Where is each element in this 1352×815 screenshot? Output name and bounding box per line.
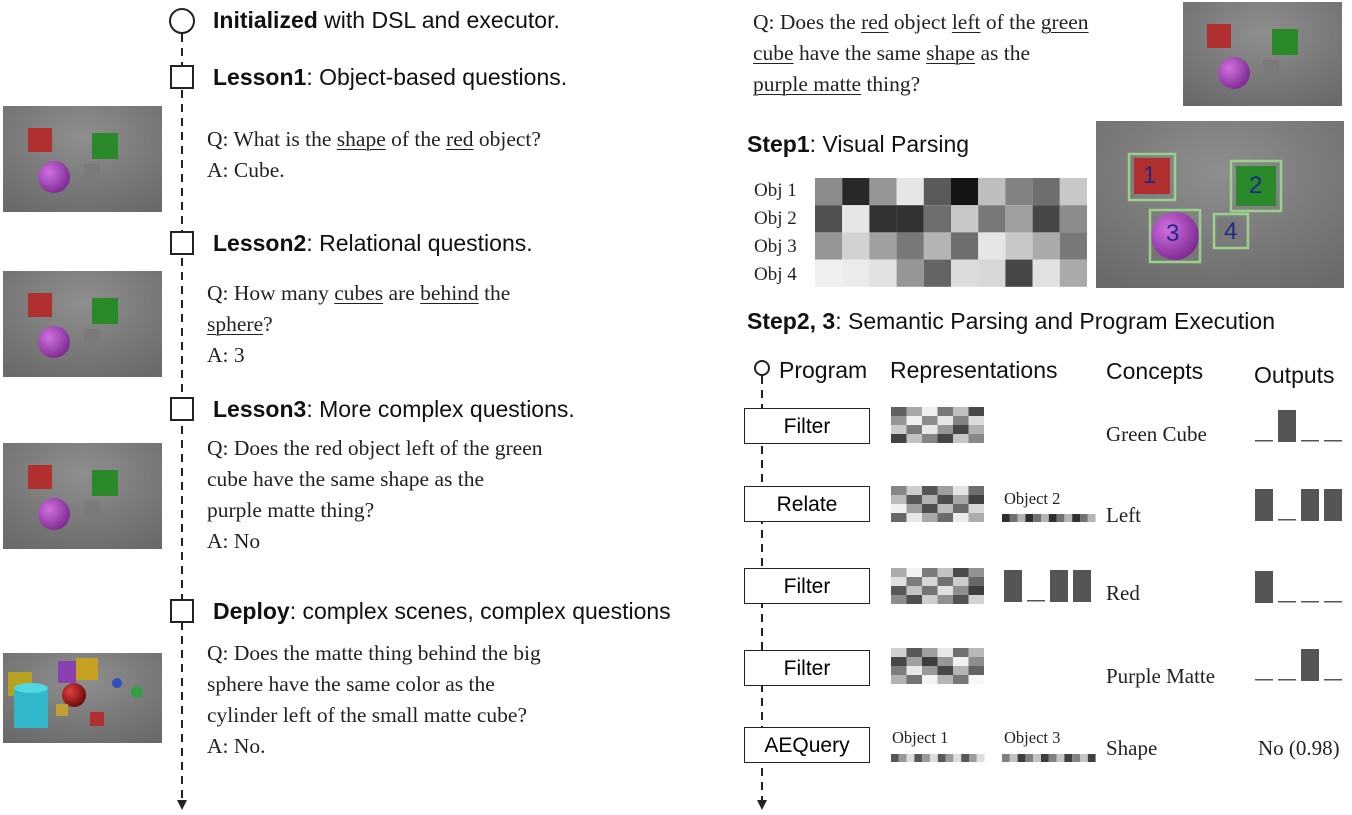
object-strip-cell	[1033, 514, 1041, 522]
representation-cell	[969, 495, 985, 504]
representation-cell	[907, 434, 923, 443]
heatmap-cell	[842, 178, 869, 205]
representation-cell	[907, 495, 923, 504]
representation-cell	[938, 648, 954, 657]
representation-cell	[907, 407, 923, 416]
representation-cell	[969, 416, 985, 425]
output-bar-zero	[1278, 601, 1296, 603]
representation-cell	[938, 577, 954, 586]
heatmap-cell	[951, 205, 978, 232]
representation-cell	[969, 577, 985, 586]
header-representations: Representations	[890, 357, 1058, 383]
program-op-aequery: AEQuery	[744, 727, 870, 763]
output-bars	[1255, 410, 1342, 681]
representation-cell	[938, 513, 954, 522]
heatmap-cell	[1005, 260, 1032, 287]
object-strip-cell	[1041, 754, 1049, 762]
representation-cell	[891, 577, 907, 586]
representation-cell	[938, 434, 954, 443]
heatmap-cell	[815, 260, 842, 287]
representation-cell	[969, 504, 985, 513]
output-bar	[1050, 570, 1068, 602]
representation-cell	[907, 648, 923, 657]
object-strip-cell	[1072, 754, 1080, 762]
representation-cell	[922, 595, 938, 604]
object-strip-cell	[1025, 754, 1033, 762]
representation-cell	[938, 486, 954, 495]
object-strip-cell	[1088, 514, 1096, 522]
representation-cell	[953, 666, 969, 675]
output-bar	[1255, 571, 1273, 603]
representation-cell	[891, 648, 907, 657]
heatmap-cell	[869, 260, 896, 287]
representation-cell	[938, 504, 954, 513]
representation-cell	[953, 486, 969, 495]
heatmap-cell	[1005, 178, 1032, 205]
heatmap-cell	[869, 205, 896, 232]
lesson3-title: Lesson3: More complex questions.	[213, 396, 575, 422]
heatmap-cell	[842, 205, 869, 232]
concept-label: Green Cube	[1106, 422, 1207, 446]
object-strip-cell	[977, 754, 985, 762]
representation-cell	[938, 425, 954, 434]
representation-cell	[969, 675, 985, 684]
object-strip-cell	[1002, 754, 1010, 762]
output-bar	[1255, 489, 1273, 521]
lesson2-title: Lesson2: Relational questions.	[213, 230, 533, 256]
representation-cell	[922, 486, 938, 495]
representation-cell	[922, 586, 938, 595]
representation-cell	[938, 657, 954, 666]
scene-image-parsed	[1096, 121, 1344, 288]
representation-cell	[953, 416, 969, 425]
lesson2-square-marker	[171, 232, 193, 254]
object-strip-cell	[1080, 754, 1088, 762]
representation-cell	[922, 513, 938, 522]
representation-cell	[969, 586, 985, 595]
object-strip-cell	[1057, 754, 1065, 762]
object-strip-cell	[1080, 514, 1088, 522]
heatmap-cell	[924, 205, 951, 232]
representation-cell	[922, 504, 938, 513]
representation-cell	[891, 495, 907, 504]
representation-cell	[922, 407, 938, 416]
object-strip-cell	[1018, 754, 1026, 762]
representation-cell	[907, 666, 923, 675]
representation-cell	[891, 666, 907, 675]
lesson1-square-marker	[171, 66, 193, 88]
representation-cell	[891, 504, 907, 513]
representation-cell	[922, 675, 938, 684]
concept-label: Purple Matte	[1106, 664, 1216, 688]
representation-cell	[938, 675, 954, 684]
output-bar-zero	[1301, 601, 1319, 603]
output-bar	[1073, 570, 1091, 602]
deploy-square-marker	[171, 600, 193, 622]
representation-cell	[907, 586, 923, 595]
object-strip-cell	[1033, 754, 1041, 762]
representation-cell	[953, 513, 969, 522]
program-op-filter: Filter	[744, 408, 870, 444]
object-strip-cell	[899, 754, 907, 762]
representation-cell	[938, 666, 954, 675]
object-strip-cell	[1088, 754, 1096, 762]
heatmap-cell	[897, 260, 924, 287]
heatmap-cell	[897, 232, 924, 259]
representation-cell	[953, 595, 969, 604]
heatmap-cell	[1060, 232, 1087, 259]
representation-cell	[969, 568, 985, 577]
heatmap-cell	[951, 178, 978, 205]
lesson1-qa: Q: What is the shape of the red object? A: Cube.	[207, 127, 541, 182]
representation-cell	[907, 568, 923, 577]
object-strip-cell	[1072, 514, 1080, 522]
object-strip-cell	[1049, 514, 1057, 522]
object-strip-cell	[907, 754, 915, 762]
representation-cell	[953, 648, 969, 657]
representation-cell	[969, 407, 985, 416]
object-strip-cell	[1049, 754, 1057, 762]
heatmap-cell	[897, 178, 924, 205]
heatmap-cell	[842, 260, 869, 287]
output-bar-zero	[1324, 679, 1342, 681]
lesson3-qa: Q: Does the red object left of the green cube have the same shape as the purple matte thing? A: No	[207, 436, 543, 553]
header-program: Program	[779, 357, 868, 383]
step23-title: Step2, 3: Semantic Parsing and Program Execution	[747, 308, 1275, 334]
representation-cell	[953, 504, 969, 513]
representation-cell	[922, 425, 938, 434]
header-concepts: Concepts	[1106, 358, 1204, 384]
object-strip-cell	[914, 754, 922, 762]
step1-title: Step1: Visual Parsing	[747, 131, 970, 157]
output-bar-zero	[1301, 440, 1319, 442]
representation-cell	[953, 425, 969, 434]
init-label: Initialized with DSL and executor.	[213, 7, 560, 33]
representation-cell	[938, 568, 954, 577]
heatmap-cell	[978, 260, 1005, 287]
timeline-line	[177, 34, 187, 810]
heatmap-cell	[978, 232, 1005, 259]
representation-cell	[922, 657, 938, 666]
heatmap-cell	[1005, 205, 1032, 232]
representation-cell	[922, 416, 938, 425]
object-labels	[754, 177, 797, 289]
representation-grids	[891, 407, 1096, 762]
representation-cell	[907, 416, 923, 425]
heatmap-cell	[815, 178, 842, 205]
object-strip-cell	[1025, 514, 1033, 522]
output-bar-zero	[1278, 679, 1296, 681]
concept-label: Shape	[1106, 736, 1158, 760]
representation-cell	[907, 425, 923, 434]
representation-cell	[953, 586, 969, 595]
scene-image-lesson3	[3, 443, 162, 549]
heatmap-cell	[815, 232, 842, 259]
scene-image-lesson2	[3, 271, 162, 377]
object-strip-cell	[1064, 514, 1072, 522]
representation-cell	[953, 577, 969, 586]
object-strip-cell	[1010, 754, 1018, 762]
object-strip-cell	[930, 754, 938, 762]
heatmap-cell	[924, 260, 951, 287]
heatmap-cell	[951, 232, 978, 259]
lesson1-title: Lesson1: Object-based questions.	[213, 64, 568, 90]
heatmap-cell	[1033, 232, 1060, 259]
heatmap-cell	[1005, 232, 1032, 259]
representation-cell	[891, 568, 907, 577]
object-strip-cell	[1041, 514, 1049, 522]
header-outputs: Outputs	[1254, 362, 1335, 388]
program-op-filter: Filter	[744, 650, 870, 686]
object-strip-cell	[953, 754, 961, 762]
output-bar-zero	[1255, 440, 1273, 442]
object-strip-cell	[922, 754, 930, 762]
object-strip-cell	[969, 754, 977, 762]
representation-cell	[891, 486, 907, 495]
representation-cell	[907, 675, 923, 684]
representation-cell	[938, 495, 954, 504]
heatmap-cell	[1033, 205, 1060, 232]
output-bar	[1004, 570, 1022, 602]
representation-cell	[891, 407, 907, 416]
representation-cell	[953, 434, 969, 443]
concept-label: Left	[1106, 503, 1141, 527]
heatmap-cell	[978, 178, 1005, 205]
representation-cell	[922, 666, 938, 675]
representation-cell	[969, 434, 985, 443]
heatmap-cell	[951, 260, 978, 287]
representation-cell	[938, 595, 954, 604]
representation-cell	[907, 577, 923, 586]
representation-cell	[953, 568, 969, 577]
output-bar	[1301, 649, 1319, 681]
output-bar-zero	[1324, 440, 1342, 442]
representation-cell	[922, 577, 938, 586]
representation-cell	[969, 657, 985, 666]
object-strip-cell	[891, 754, 899, 762]
heatmap-cell	[924, 232, 951, 259]
answer-output: No (0.98)	[1258, 736, 1340, 760]
representation-cell	[922, 648, 938, 657]
lesson2-qa: Q: How many cubes are behind the sphere? A: 3	[207, 281, 511, 367]
heatmap-cell	[842, 232, 869, 259]
init-circle-marker	[170, 9, 194, 33]
scene-image-deploy	[3, 653, 162, 743]
output-bar-zero	[1324, 601, 1342, 603]
heatmap-cell	[924, 178, 951, 205]
object-label: Obj 1	[754, 180, 797, 201]
representation-cell	[969, 513, 985, 522]
representation-cell	[922, 434, 938, 443]
object-label: Obj 4	[754, 264, 797, 285]
bbox-number-3: 3	[1166, 220, 1180, 247]
visual-feature-heatmap	[815, 178, 1087, 287]
heatmap-cell	[1060, 178, 1087, 205]
deploy-qa: Q: Does the matte thing behind the big sphere have the same color as the cylinder left of the small matte cube? A: No.	[207, 641, 541, 758]
example-question: Q: Does the red object left of the green cube have the same shape as the purple matte thing?	[753, 10, 1089, 96]
object-strip-cell	[1002, 514, 1010, 522]
bbox-number-1: 1	[1143, 162, 1157, 189]
representation-cell	[891, 416, 907, 425]
representation-cell	[907, 513, 923, 522]
representation-cell	[953, 675, 969, 684]
representation-cell	[907, 595, 923, 604]
program-op-filter: Filter	[744, 568, 870, 604]
object-strip-cell	[1057, 514, 1065, 522]
program-op-relate: Relate	[744, 486, 870, 522]
object-1-label: Object 1	[892, 728, 949, 747]
representation-cell	[907, 504, 923, 513]
bbox-number-2: 2	[1249, 172, 1263, 199]
representation-cell	[922, 495, 938, 504]
representation-cell	[907, 486, 923, 495]
heatmap-cell	[978, 205, 1005, 232]
bbox-number-4: 4	[1224, 218, 1238, 245]
object-label: Obj 3	[754, 236, 797, 257]
heatmap-cell	[869, 232, 896, 259]
heatmap-cell	[1033, 260, 1060, 287]
heatmap-cell	[815, 205, 842, 232]
concept-label: Red	[1106, 581, 1140, 605]
heatmap-cell	[869, 178, 896, 205]
object-strip-cell	[946, 754, 954, 762]
representation-cell	[969, 648, 985, 657]
object-2-label: Object 2	[1004, 489, 1061, 508]
representation-cell	[891, 595, 907, 604]
object-strip-cell	[1018, 514, 1026, 522]
representation-cell	[953, 407, 969, 416]
representation-cell	[891, 434, 907, 443]
representation-cell	[969, 486, 985, 495]
scene-image-question	[1183, 2, 1342, 106]
object-strip-cell	[961, 754, 969, 762]
output-bar	[1301, 489, 1319, 521]
scene-image-lesson1	[3, 106, 162, 212]
heatmap-cell	[1033, 178, 1060, 205]
object-strip-cell	[1010, 514, 1018, 522]
representation-cell	[938, 416, 954, 425]
representation-cell	[891, 657, 907, 666]
output-bar-zero	[1255, 679, 1273, 681]
object-strip-cell	[1064, 754, 1072, 762]
representation-cell	[891, 425, 907, 434]
output-bar-zero	[1027, 600, 1045, 602]
representation-cell	[938, 586, 954, 595]
deploy-title: Deploy: complex scenes, complex questions	[213, 598, 671, 624]
representation-cell	[922, 568, 938, 577]
representation-cell	[953, 657, 969, 666]
heatmap-cell	[1060, 260, 1087, 287]
representation-cell	[969, 595, 985, 604]
object-strip-cell	[938, 754, 946, 762]
lesson3-square-marker	[171, 398, 193, 420]
representation-cell	[969, 666, 985, 675]
output-bar-zero	[1278, 519, 1296, 521]
representation-cell	[938, 407, 954, 416]
object-3-label: Object 3	[1004, 728, 1061, 747]
output-bar	[1278, 410, 1296, 442]
heatmap-cell	[897, 205, 924, 232]
representation-cell	[891, 675, 907, 684]
representation-cell	[891, 513, 907, 522]
output-bar	[1324, 489, 1342, 521]
representation-cell	[907, 657, 923, 666]
object-label: Obj 2	[754, 208, 797, 229]
representation-cell	[969, 425, 985, 434]
representation-cell	[953, 495, 969, 504]
representation-cell	[891, 586, 907, 595]
heatmap-cell	[1060, 205, 1087, 232]
